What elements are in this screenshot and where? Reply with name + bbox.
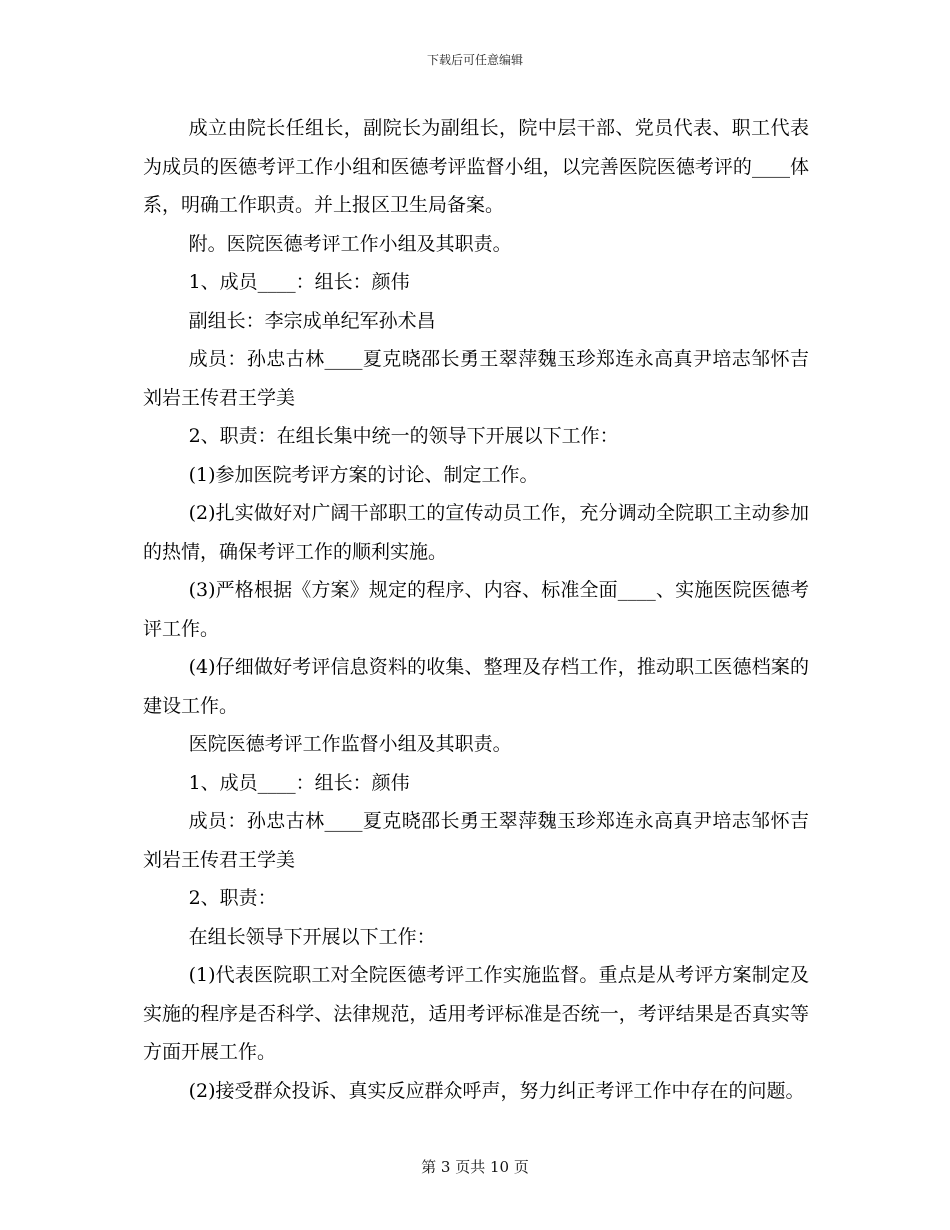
page-header: 下载后可任意编辑: [426, 53, 523, 67]
paragraph-duty-1: (1)参加医院考评方案的讨论、制定工作。: [188, 463, 539, 486]
document-body: [143, 109, 809, 1110]
paragraph-supervision-duties: 2、职责：: [188, 887, 277, 909]
paragraph-supervision-members: 1、成员____：组长：颜伟: [188, 771, 410, 794]
paragraph-work-group-member-list: 成员：孙忠古林____夏克晓邵长勇王翠萍魏玉珍郑连永高真尹培志邹怀吉刘岩王传君王学美: [143, 348, 809, 409]
paragraph-supervision-duty-1: (1)代表医院职工对全院医德考评工作实施监督。重点是从考评方案制定及实施的程序是否科学、法律规范，适用考评标准是否统一，考评结果是否真实等方面开展工作。: [143, 964, 809, 1063]
paragraph-intro: 成立由院长任组长，副院长为副组长，院中层干部、党员代表、职工代表为成员的医德考评工作小组和医德考评监督小组，以完善医院医德考评的____体系，明确工作职责。并上报区卫生局备案。: [143, 117, 809, 216]
paragraph-supervision-duty-2: (2)接受群众投诉、真实反应群众呼声，努力纠正考评工作中存在的问题。: [188, 1079, 805, 1102]
page-footer: 第 3 页共 10 页: [421, 1158, 529, 1176]
paragraph-duty-3: (3)严格根据《方案》规定的程序、内容、标准全面____、实施医院医德考评工作。: [143, 579, 809, 640]
paragraph-supervision-title: 医院医德考评工作监督小组及其职责。: [188, 733, 512, 755]
paragraph-supervision-member-list: 成员：孙忠古林____夏克晓邵长勇王翠萍魏玉珍郑连永高真尹培志邹怀吉刘岩王传君王学美: [143, 810, 809, 871]
paragraph-work-group-members: 1、成员____：组长：颜伟: [188, 271, 410, 293]
paragraph-appendix-title: 附。医院医德考评工作小组及其职责。: [188, 232, 512, 255]
paragraph-supervision-lead: 在组长领导下开展以下工作：: [188, 925, 436, 948]
paragraph-work-group-duties: 2、职责：在组长集中统一的领导下开展以下工作：: [188, 425, 619, 447]
paragraph-duty-4: (4)仔细做好考评信息资料的收集、整理及存档工作，推动职工医德档案的建设工作。: [143, 656, 809, 717]
paragraph-duty-2: (2)扎实做好对广阔干部职工的宣传动员工作，充分调动全院职工主动参加的热情，确保考评工作的顺利实施。: [143, 502, 809, 563]
paragraph-deputy-leaders: 副组长：李宗成单纪军孙术昌: [188, 309, 436, 332]
